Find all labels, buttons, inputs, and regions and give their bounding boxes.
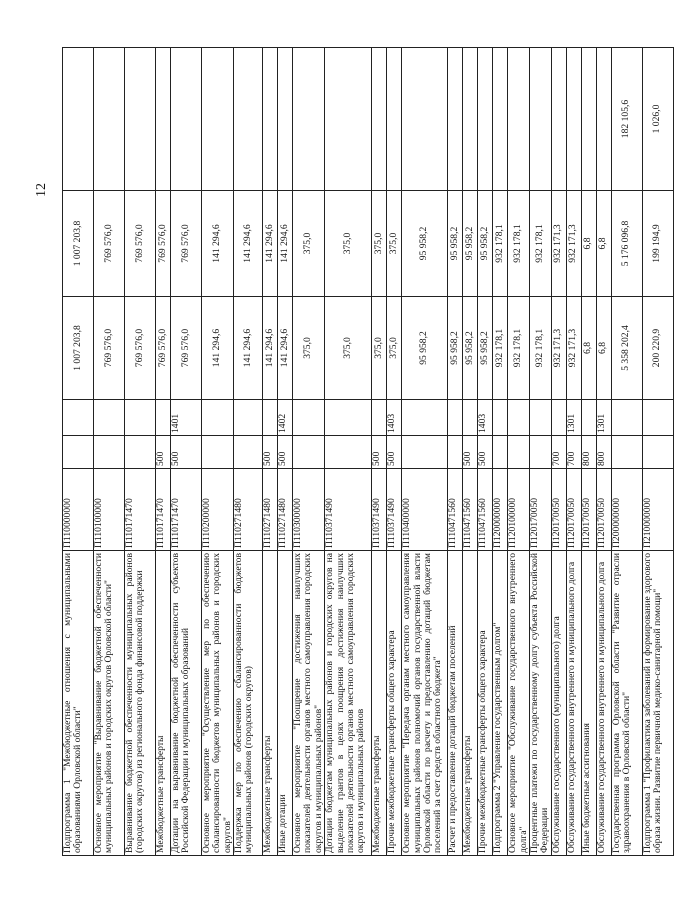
table-row	[202, 48, 234, 856]
row-value-total: 95 958,2	[463, 297, 478, 400]
table-row	[171, 48, 202, 856]
row-type: 800	[596, 436, 611, 469]
row-value-3	[293, 48, 325, 191]
row-code: П120170050	[529, 469, 551, 551]
table-row	[463, 48, 478, 856]
row-value-total: 375,0	[372, 297, 387, 400]
row-name: Межбюджетные трансферты	[463, 551, 478, 856]
table-row	[325, 48, 372, 856]
row-section	[581, 400, 596, 436]
row-value-3	[566, 48, 581, 191]
row-value-3	[551, 48, 566, 191]
row-value-3	[94, 48, 125, 191]
row-value-2: 375,0	[293, 191, 325, 297]
row-name: Межбюджетные трансферты	[156, 551, 171, 856]
row-value-3	[529, 48, 551, 191]
row-value-2: 141 294,6	[278, 191, 293, 297]
table-row	[263, 48, 278, 856]
row-value-total: 5 358 202,4	[611, 297, 642, 400]
row-section	[156, 400, 171, 436]
row-code: П110171470	[156, 469, 171, 551]
row-type	[493, 436, 508, 469]
row-value-2: 932 178,1	[493, 191, 508, 297]
row-section: 1403	[478, 400, 493, 436]
row-section: 1402	[278, 400, 293, 436]
row-name: Расчет и предоставление дотаций бюджетам поселений	[448, 551, 463, 856]
row-type: 500	[171, 436, 202, 469]
row-value-3: 1 026,0	[642, 48, 673, 191]
row-value-total: 6,8	[581, 297, 596, 400]
row-name: Основное мероприятие "Обслуживание государственного внутреннего долга"	[508, 551, 530, 856]
row-type	[611, 436, 642, 469]
row-name: Подпрограмма 1 "Межбюджетные отношения с муниципальными образованиями Орловской области"	[63, 551, 94, 856]
row-type	[448, 436, 463, 469]
row-code: П210000000	[642, 469, 673, 551]
budget-table	[62, 47, 674, 856]
row-value-3	[278, 48, 293, 191]
table-row	[642, 48, 673, 856]
row-value-total: 932 171,3	[551, 297, 566, 400]
row-value-3	[463, 48, 478, 191]
row-value-2: 375,0	[325, 191, 372, 297]
row-value-total: 932 178,1	[493, 297, 508, 400]
row-value-total: 141 294,6	[234, 297, 263, 400]
row-value-total: 375,0	[293, 297, 325, 400]
table-row	[293, 48, 325, 856]
row-code: П110300000	[293, 469, 325, 551]
row-type: 500	[372, 436, 387, 469]
row-value-total: 769 576,0	[94, 297, 125, 400]
row-value-total: 769 576,0	[156, 297, 171, 400]
row-code: П110471560	[463, 469, 478, 551]
row-code: П120170050	[596, 469, 611, 551]
row-name: Поддержка мер по обеспечению сбалансированности бюджетов муниципальных районов (городских округов)	[234, 551, 263, 856]
row-value-3	[493, 48, 508, 191]
row-type: 500	[156, 436, 171, 469]
row-name: Иные дотации	[278, 551, 293, 856]
row-code: П110371490	[372, 469, 387, 551]
row-code: П120170050	[581, 469, 596, 551]
table-row	[402, 48, 448, 856]
row-value-3	[263, 48, 278, 191]
row-value-total: 95 958,2	[402, 297, 448, 400]
row-type: 500	[478, 436, 493, 469]
row-type	[293, 436, 325, 469]
row-value-3	[202, 48, 234, 191]
row-value-3	[508, 48, 530, 191]
table-row	[508, 48, 530, 856]
row-name: Иные бюджетные ассигнования	[581, 551, 596, 856]
row-code: П110400000	[402, 469, 448, 551]
row-value-2: 95 958,2	[478, 191, 493, 297]
table-row	[387, 48, 402, 856]
row-code: П110100000	[94, 469, 125, 551]
row-code: П110271480	[278, 469, 293, 551]
row-value-total: 932 171,3	[566, 297, 581, 400]
table-row	[478, 48, 493, 856]
row-value-2: 769 576,0	[94, 191, 125, 297]
row-value-total: 932 178,1	[508, 297, 530, 400]
row-code: П110471560	[478, 469, 493, 551]
row-name: Подпрограмма 2 "Управление государственным долгом"	[493, 551, 508, 856]
row-value-total: 769 576,0	[171, 297, 202, 400]
row-section	[372, 400, 387, 436]
row-name: Обслуживание государственного (муниципального) долга	[551, 551, 566, 856]
row-section	[402, 400, 448, 436]
row-section: 1403	[387, 400, 402, 436]
row-code: П120170050	[551, 469, 566, 551]
row-value-2: 769 576,0	[156, 191, 171, 297]
row-value-total: 375,0	[387, 297, 402, 400]
row-section	[448, 400, 463, 436]
row-section	[94, 400, 125, 436]
row-type: 500	[463, 436, 478, 469]
table-row	[596, 48, 611, 856]
row-value-2: 6,8	[581, 191, 596, 297]
row-type	[402, 436, 448, 469]
row-value-total: 932 178,1	[529, 297, 551, 400]
row-value-2: 769 576,0	[125, 191, 156, 297]
row-section	[551, 400, 566, 436]
row-value-3	[156, 48, 171, 191]
row-value-total: 141 294,6	[278, 297, 293, 400]
table-row	[94, 48, 125, 856]
row-name: Подпрограмма 1 "Профилактика заболеваний и формирование здорового образа жизни. Развитие первичной медико-санитарной помощи"	[642, 551, 673, 856]
table-row	[372, 48, 387, 856]
row-code: П200000000	[611, 469, 642, 551]
table-row	[63, 48, 94, 856]
row-name: Дотации на выравнивание бюджетной обеспеченности субъектов Российской Федерации и муниципальных образований	[171, 551, 202, 856]
row-name: Основное мероприятие "Осуществление мер по обеспечению сбалансированности бюджетов муниципальных районов и городских округов"	[202, 551, 234, 856]
row-code: П120100000	[508, 469, 530, 551]
row-name: Прочие межбюджетные трансферты общего характера	[387, 551, 402, 856]
row-section	[63, 400, 94, 436]
row-name: Обслуживание государственного внутреннего и муниципального долга	[566, 551, 581, 856]
row-name: Основное мероприятие "Поощрение достижения наилучших показателей деятельности органов местного самоуправления городских округов и муниципальных районов"	[293, 551, 325, 856]
row-name: Государственная программа Орловской области "Развитие отрасли здравоохранения в Орловской области"	[611, 551, 642, 856]
row-type: 700	[551, 436, 566, 469]
row-value-2: 5 176 096,8	[611, 191, 642, 297]
row-code: П110371490	[325, 469, 372, 551]
row-type: 700	[566, 436, 581, 469]
row-name: Дотации бюджетам муниципальных районов и городских округов на выделение грантов в целях поощрения достижения наилучших показателей деятельности органов местного самоуправления городских округов и муниципальных районов	[325, 551, 372, 856]
row-value-2: 1 007 203,8	[63, 191, 94, 297]
row-value-2: 95 958,2	[463, 191, 478, 297]
row-value-3	[125, 48, 156, 191]
table-row	[493, 48, 508, 856]
table-row	[156, 48, 171, 856]
row-section: 1401	[171, 400, 202, 436]
row-value-3	[325, 48, 372, 191]
row-value-3	[387, 48, 402, 191]
row-section	[463, 400, 478, 436]
table-row	[566, 48, 581, 856]
row-value-2: 95 958,2	[448, 191, 463, 297]
row-name: Основное мероприятие "Выравнивание бюджетной обеспеченности муниципальных районов и городских округов Орловской области"	[94, 551, 125, 856]
row-type	[508, 436, 530, 469]
row-code: П110000000	[63, 469, 94, 551]
row-name: Межбюджетные трансферты	[372, 551, 387, 856]
row-value-3	[581, 48, 596, 191]
row-section	[493, 400, 508, 436]
row-value-2: 932 178,1	[529, 191, 551, 297]
row-section: 1301	[566, 400, 581, 436]
row-type	[63, 436, 94, 469]
row-section	[642, 400, 673, 436]
row-type	[125, 436, 156, 469]
row-value-2: 199 194,9	[642, 191, 673, 297]
row-section	[611, 400, 642, 436]
row-type: 500	[387, 436, 402, 469]
row-value-total: 95 958,2	[448, 297, 463, 400]
row-value-2: 375,0	[372, 191, 387, 297]
row-section	[325, 400, 372, 436]
row-type	[94, 436, 125, 469]
row-value-3: 182 105,6	[611, 48, 642, 191]
row-type	[642, 436, 673, 469]
table-row	[581, 48, 596, 856]
row-name: Процентные платежи по государственному долгу субъекта Российской Федерации	[529, 551, 551, 856]
row-value-2: 769 576,0	[171, 191, 202, 297]
row-section	[125, 400, 156, 436]
row-value-3	[402, 48, 448, 191]
table-row	[611, 48, 642, 856]
row-type: 500	[263, 436, 278, 469]
row-value-2: 141 294,6	[263, 191, 278, 297]
row-section	[263, 400, 278, 436]
row-code: П110200000	[202, 469, 234, 551]
row-value-2: 141 294,6	[234, 191, 263, 297]
row-value-total: 375,0	[325, 297, 372, 400]
row-value-3	[63, 48, 94, 191]
row-code: П110171470	[171, 469, 202, 551]
table-row	[234, 48, 263, 856]
row-code: П120170050	[566, 469, 581, 551]
row-name: Основное мероприятие "Передача органам местного самоуправления муниципальных районов полномочий органов государственной власти Орловской области по расчету и предоставлению дотаций бюджетам поселений за счет средств областного бюджета"	[402, 551, 448, 856]
row-value-total: 6,8	[596, 297, 611, 400]
row-value-2: 932 171,3	[551, 191, 566, 297]
row-value-3	[478, 48, 493, 191]
table-row	[278, 48, 293, 856]
row-value-2: 6,8	[596, 191, 611, 297]
table-row	[529, 48, 551, 856]
row-type	[529, 436, 551, 469]
page-number: 12	[34, 183, 49, 197]
row-value-2: 95 958,2	[402, 191, 448, 297]
row-value-3	[234, 48, 263, 191]
row-section	[508, 400, 530, 436]
row-section	[293, 400, 325, 436]
row-type: 800	[581, 436, 596, 469]
row-section	[234, 400, 263, 436]
row-name: Выравнивание бюджетной обеспеченности муниципальных районов (городских округов) из регионального фонда финансовой поддержки	[125, 551, 156, 856]
row-value-2: 141 294,6	[202, 191, 234, 297]
rotated-table-container	[62, 48, 663, 856]
table-row	[125, 48, 156, 856]
row-code: П110371490	[387, 469, 402, 551]
row-value-2: 375,0	[387, 191, 402, 297]
row-code: П120000000	[493, 469, 508, 551]
row-value-total: 141 294,6	[263, 297, 278, 400]
row-value-total: 200 220,9	[642, 297, 673, 400]
row-type	[325, 436, 372, 469]
row-value-total: 95 958,2	[478, 297, 493, 400]
row-type	[202, 436, 234, 469]
row-value-2: 932 171,3	[566, 191, 581, 297]
row-code: П110271480	[263, 469, 278, 551]
row-code: П110171470	[125, 469, 156, 551]
row-section	[529, 400, 551, 436]
row-code: П110471560	[448, 469, 463, 551]
row-name: Прочие межбюджетные трансферты общего характера	[478, 551, 493, 856]
row-name: Межбюджетные трансферты	[263, 551, 278, 856]
row-name: Обслуживание государственного внутреннего и муниципального долга	[596, 551, 611, 856]
row-value-3	[171, 48, 202, 191]
row-type	[234, 436, 263, 469]
row-value-total: 141 294,6	[202, 297, 234, 400]
row-value-total: 1 007 203,8	[63, 297, 94, 400]
row-value-3	[448, 48, 463, 191]
row-section	[202, 400, 234, 436]
table-row	[551, 48, 566, 856]
table-row	[448, 48, 463, 856]
row-code: П110271480	[234, 469, 263, 551]
row-value-3	[596, 48, 611, 191]
row-value-total: 769 576,0	[125, 297, 156, 400]
row-value-3	[372, 48, 387, 191]
row-value-2: 932 178,1	[508, 191, 530, 297]
row-type: 500	[278, 436, 293, 469]
row-section: 1301	[596, 400, 611, 436]
